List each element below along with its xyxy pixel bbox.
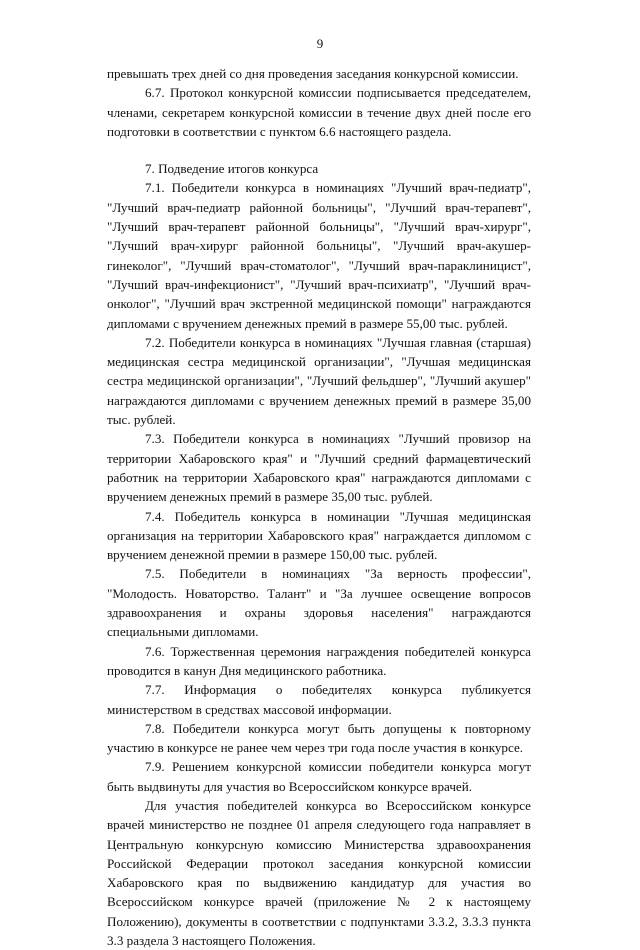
section-heading: 7. Подведение итогов конкурса	[145, 161, 319, 177]
paragraph-7-5: 7.5. Победители в номинациях "За верность профессии", "Молодость. Новаторство. Талант" и "За лучшее освещение вопросов здравоохранения и охраны здоровья населения" награждаются специальными дипломами.	[107, 566, 531, 640]
paragraph-federal-submission: Для участия победителей конкурса во Всероссийском конкурсе врачей министерство не позднее 01 апреля следующего года направляет в Центральную конкурсную комиссию Министерства здравоохранения Российской Федерации протокол заседания конкурсной комиссии Хабаровского края по выдвижению кандидатур для участия во Всероссийском конкурсе врачей (приложение № 2 к настоящему Положению), документы в соответствии с подпунктами 3.3.2, 3.3.3 пункта 3.3 раздела 3 настоящего Положения.	[107, 797, 531, 949]
paragraph-6-7: 6.7. Протокол конкурсной комиссии подписывается председателем, членами, секретарем конкурсной комиссии в течение двух дней после его подготовки в соответствии с пунктом 6.6 настоящего раздела.	[107, 85, 531, 139]
paragraph-7-6: 7.6. Торжественная церемония награждения победителей конкурса проводится в канун Дня медицинского работника.	[107, 643, 531, 678]
page-number: 9	[316, 36, 324, 51]
paragraph-7-9: 7.9. Решением конкурсной комиссии победители конкурса могут быть выдвинуты для участия во Всероссийском конкурсе врачей.	[107, 759, 531, 794]
paragraph-7-4: 7.4. Победитель конкурса в номинации "Лучшая медицинская организация на территории Хабаровского края" награждается дипломом с вручением денежной премии в размере 150,00 тыс. рублей.	[107, 508, 531, 563]
paragraph-7-7: 7.7. Информация о победителях конкурса публикуется министерством в средствах массовой информации.	[107, 682, 531, 717]
document-body	[107, 64, 531, 950]
paragraph-continuation: превышать трех дней со дня проведения заседания конкурсной комиссии.	[107, 66, 519, 81]
paragraph-7-2: 7.2. Победители конкурса в номинациях "Лучшая главная (старшая) медицинская сестра медицинской организации", "Лучшая медицинская сестра медицинской организации", "Лучший фельдшер", "Лучший акушер" награждаются дипломами с вручением денежных премий в размере 35,00 тыс. рублей.	[107, 334, 531, 428]
paragraph-7-8: 7.8. Победители конкурса могут быть допущены к повторному участию в конкурсе не ранее чем через три года после участия в конкурсе.	[107, 720, 531, 756]
paragraph-7-1: 7.1. Победители конкурса в номинациях "Лучший врач-педиатр", "Лучший врач-педиатр районной больницы", "Лучший врач-терапевт", "Лучший врач-терапевт районной больницы", "Лучший врач-хирург", "Лучший врач-хирург районной больницы", "Лучший врач-акушер-гинеколог", "Лучший врач-стоматолог", "Лучший врач-параклиницист", "Лучший врач-инфекционист", "Лучший врач-психиатр", "Лучший врач-онколог", "Лучший врач экстренной медицинской помощи" награждаются дипломами с вручением денежных премий в размере 55,00 тыс. рублей.	[107, 180, 531, 331]
paragraph-7-3: 7.3. Победители конкурса в номинациях "Лучший провизор на территории Хабаровского края" и "Лучший средний фармацевтический работник на территории Хабаровского края" награждаются дипломами с вручением денежных премий в размере 35,00 тыс. рублей.	[107, 431, 531, 505]
